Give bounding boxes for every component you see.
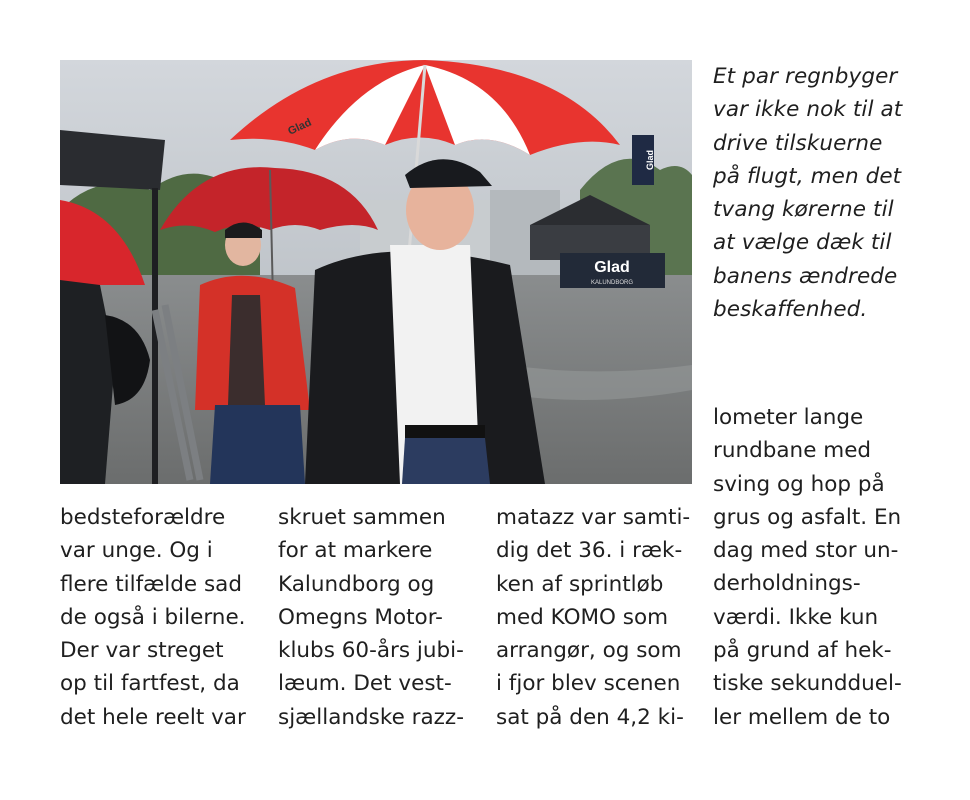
woman-blouse: [228, 295, 265, 405]
text-line: var unge. Og i: [60, 538, 213, 564]
photo-caption: [713, 60, 933, 326]
text-line: tiske sekundduel-: [713, 671, 902, 697]
tent-left: [60, 130, 165, 190]
text-line: Kalundborg og: [278, 571, 435, 597]
article-photo: [60, 60, 692, 484]
body-column-3: [496, 501, 701, 734]
text-line: derholdnings-: [713, 571, 861, 597]
text-line: klubs 60-års jubi-: [278, 638, 464, 664]
text-line: arrangør, og som: [496, 638, 682, 664]
text-line: med KOMO som: [496, 604, 669, 630]
text-line: sjællandske razz-: [278, 704, 464, 730]
umbrella-logo: Glad: [286, 116, 314, 138]
belt: [405, 425, 485, 438]
caption-line: på flugt, men det: [713, 163, 902, 189]
text-line: sving og hop på: [713, 471, 885, 497]
text-line: dag med stor un-: [713, 538, 899, 564]
text-line: på grund af hek-: [713, 638, 892, 664]
text-line: skruet sammen: [278, 505, 446, 530]
text-line: sat på den 4,2 ki-: [496, 704, 684, 730]
text-line: de også i bilerne.: [60, 604, 246, 630]
man-jeans: [402, 438, 490, 484]
text-line: værdi. Ikke kun: [713, 604, 879, 630]
caption-line: tvang kørerne til: [713, 197, 894, 223]
photo-illustration: [60, 60, 692, 484]
caption-line: drive tilskuerne: [713, 130, 883, 156]
text-line: i fjor blev scenen: [496, 671, 681, 697]
caption-line: beskaffenhed.: [713, 297, 868, 323]
woman-jeans: [210, 405, 305, 484]
body-column-4: [713, 401, 933, 734]
text-line: ken af sprintløb: [496, 571, 664, 597]
text-line: grus og asfalt. En: [713, 504, 902, 530]
text-line: for at markere: [278, 538, 433, 564]
text-line: lometer lange: [713, 405, 864, 430]
banner-sub: KALUNDBORG: [590, 280, 634, 286]
text-line: flere tilfælde sad: [60, 571, 242, 597]
banner-brand: Glad: [594, 259, 630, 276]
body-column-1: [60, 501, 265, 734]
text-line: det hele reelt var: [60, 704, 246, 730]
text-line: dig det 36. i ræk-: [496, 538, 683, 564]
text-line: ler mellem de to: [713, 704, 891, 730]
caption-line: var ikke nok til at: [713, 97, 903, 123]
text-line: Omegns Motor-: [278, 604, 443, 630]
text-line: Der var streget: [60, 638, 224, 664]
text-line: matazz var samti-: [496, 505, 691, 530]
caption-line: at vælge dæk til: [713, 230, 892, 256]
text-line: læum. Det vest-: [278, 671, 452, 697]
caption-line: banens ændrede: [713, 263, 898, 289]
flag-text: Glad: [645, 149, 655, 171]
caption-line: Et par regnbyger: [713, 64, 898, 89]
text-line: bedsteforældre: [60, 505, 226, 530]
text-line: op til fartfest, da: [60, 671, 240, 697]
body-column-2: [278, 501, 483, 734]
text-line: rundbane med: [713, 438, 872, 464]
